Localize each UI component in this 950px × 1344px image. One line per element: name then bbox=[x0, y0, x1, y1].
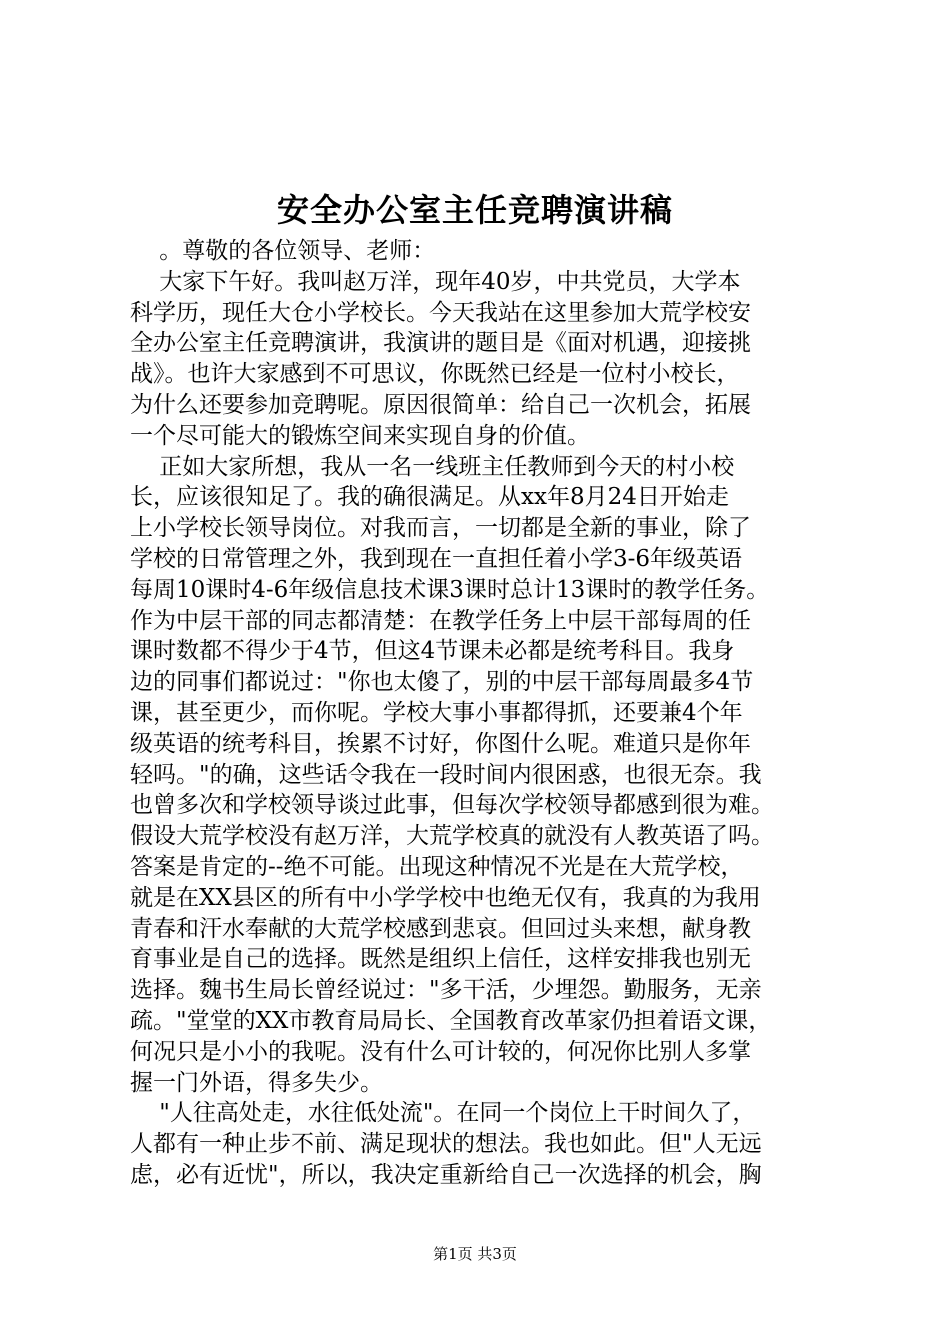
body-line: 学校的日常管理之外，我到现在一直担任着小学3-6年级英语 bbox=[130, 545, 743, 572]
body-line: 答案是肯定的--绝不可能。出现这种情况不光是在大荒学校， bbox=[130, 853, 744, 880]
body-line: 每周10课时4-6年级信息技术课3课时总计13课时的教学任务。 bbox=[130, 576, 770, 603]
body-line: 青春和汗水奉献的大荒学校感到悲哀。但回过头来想，献身教 bbox=[130, 915, 751, 942]
body-line: 战》。也许大家感到不可思议，你既然已经是一位村小校长， bbox=[130, 361, 740, 388]
body-line: 大家下午好。我叫赵万洋，现年40岁，中共党员，大学本 bbox=[130, 268, 741, 295]
body-line: 级英语的统考科目，挨累不讨好，你图什么呢。难道只是你年 bbox=[130, 730, 751, 757]
body-line: 也曾多次和学校领导谈过此事，但每次学校领导都感到很为难。 bbox=[130, 792, 774, 819]
body-line: 课时数都不得少于4节，但这4节课未必都是统考科目。我身 bbox=[130, 638, 735, 665]
body-line: 何况只是小小的我呢。没有什么可计较的，何况你比别人多掌 bbox=[130, 1038, 751, 1065]
body-line: 作为中层干部的同志都清楚：在教学任务上中层干部每周的任 bbox=[130, 607, 751, 634]
body-line: 握一门外语，得多失少。 bbox=[130, 1069, 383, 1096]
body-line: 课，甚至更少，而你呢。学校大事小事都得抓，还要兼4个年 bbox=[130, 699, 743, 726]
body-line: 全办公室主任竞聘演讲，我演讲的题目是《面对机遇，迎接挑 bbox=[130, 330, 751, 357]
body-line: 育事业是自己的选择。既然是组织上信任，这样安排我也别无 bbox=[130, 946, 751, 973]
page-footer: 第1页 共3页 bbox=[433, 1245, 517, 1263]
body-line: 为什么还要参加竞聘呢。原因很简单：给自己一次机会，拓展 bbox=[130, 391, 751, 418]
body-line: 虑，必有近忧"，所以，我决定重新给自己一次选择的机会，胸 bbox=[130, 1161, 762, 1188]
body-line: 正如大家所想，我从一名一线班主任教师到今天的村小校 bbox=[130, 453, 735, 480]
body-line: 轻吗。"的确，这些话令我在一段时间内很困惑，也很无奈。我 bbox=[130, 761, 762, 788]
body-line: 上小学校长领导岗位。对我而言，一切都是全新的事业，除了 bbox=[130, 515, 751, 542]
body-line: 科学历，现任大仓小学校长。今天我站在这里参加大荒学校安 bbox=[130, 299, 751, 326]
body-line: 人都有一种止步不前、满足现状的想法。我也如此。但"人无远 bbox=[130, 1131, 762, 1158]
body-line: 长，应该很知足了。我的确很满足。从xx年8月24日开始走 bbox=[130, 484, 729, 511]
body-line: 选择。魏书生局长曾经说过："多干活，少埋怨。勤服务，无亲 bbox=[130, 977, 762, 1004]
body-line: 边的同事们都说过："你也太傻了，别的中层干部每周最多4节 bbox=[130, 669, 754, 696]
document-body bbox=[130, 236, 830, 1191]
document-title: 安全办公室主任竞聘演讲稿 bbox=[276, 191, 673, 229]
body-line: 假设大荒学校没有赵万洋，大荒学校真的就没有人教英语了吗。 bbox=[130, 823, 774, 850]
body-line: 就是在XX县区的所有中小学学校中也绝无仅有，我真的为我用 bbox=[130, 884, 761, 911]
body-line: 一个尽可能大的锻炼空间来实现自身的价值。 bbox=[130, 422, 590, 449]
body-line: "人往高处走，水往低处流"。在同一个岗位上干时间久了， bbox=[130, 1100, 756, 1127]
body-line: 。尊敬的各位领导、老师： bbox=[130, 238, 436, 264]
body-line: 疏。"堂堂的XX市教育局局长、全国教育改革家仍担着语文课， bbox=[130, 1007, 772, 1034]
